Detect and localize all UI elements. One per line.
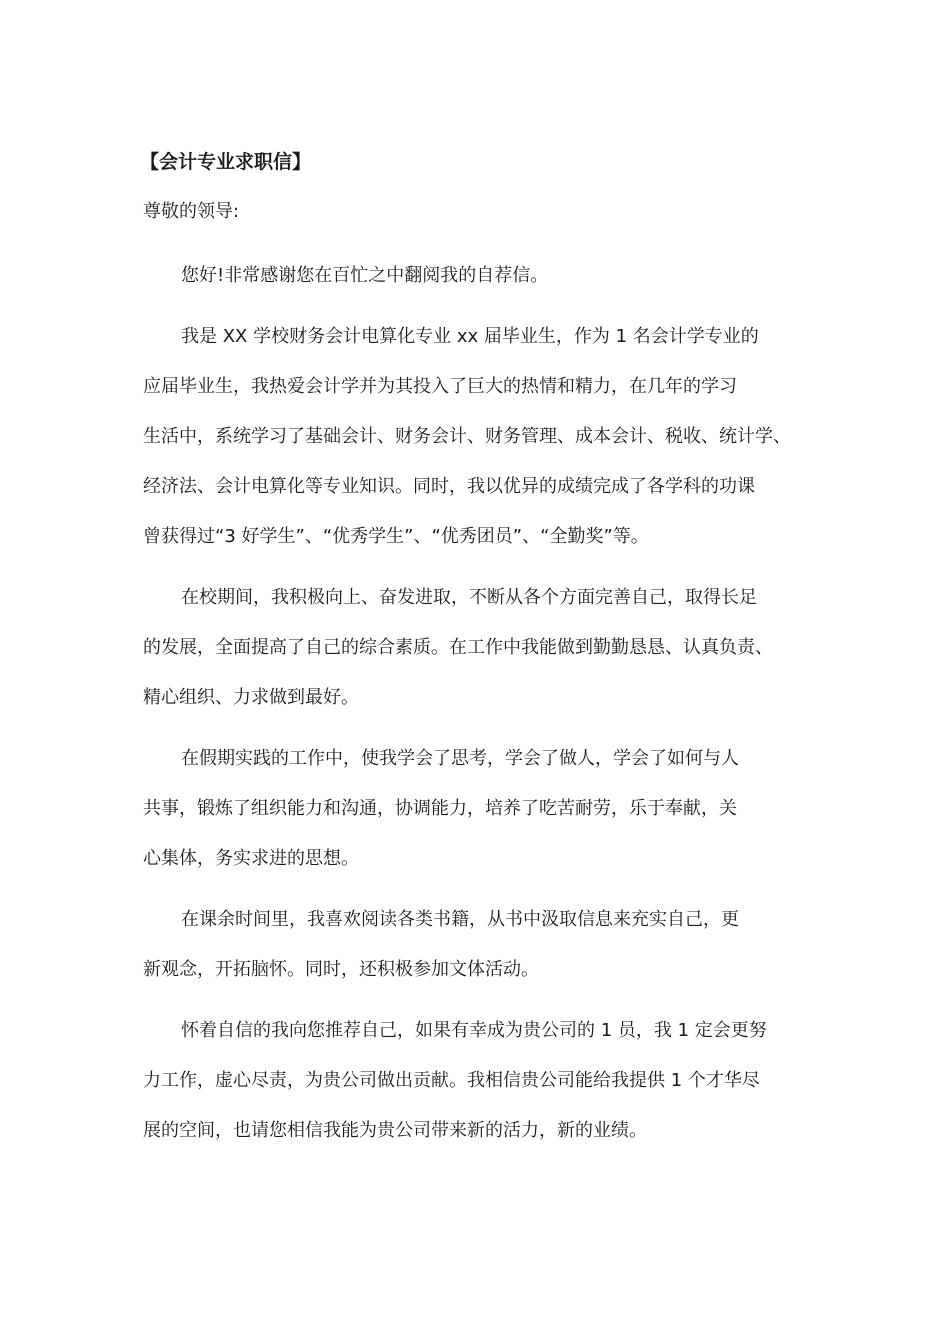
letter-page — [140, 140, 808, 1167]
paragraph-line: 怀着自信的我向您推荐自己，如果有幸成为贵公司的 1 员，我 1 定会更努 — [181, 1020, 767, 1041]
paragraph-greeting — [143, 251, 808, 301]
paragraph-line: 生活中，系统学习了基础会计、财务会计、财务管理、成本会计、税收、统计学、 — [143, 426, 791, 447]
paragraph-line: 在课余时间里，我喜欢阅读各类书籍，从书中汲取信息来充实自己，更 — [181, 909, 739, 930]
paragraph-line: 精心组织、力求做到最好。 — [143, 687, 359, 708]
paragraph-practice — [143, 734, 808, 884]
letter-title: 【会计专业求职信】 — [140, 151, 312, 173]
paragraph-education — [143, 312, 808, 562]
paragraph-line: 展的空间，也请您相信我能为贵公司带来新的活力，新的业绩。 — [143, 1120, 647, 1141]
paragraph-line: 我是 XX 学校财务会计电算化专业 xx 届毕业生，作为 1 名会计学专业的 — [181, 326, 759, 347]
paragraph-line: 经济法、会计电算化等专业知识。同时，我以优异的成绩完成了各学科的功课 — [143, 476, 755, 497]
paragraph-line: 力工作，虚心尽责，为贵公司做出贡献。我相信贵公司能给我提供 1 个才华尽 — [143, 1070, 760, 1091]
paragraph-line: 心集体，务实求进的思想。 — [143, 848, 359, 869]
paragraph-school-period — [143, 573, 808, 723]
paragraph-line: 在校期间，我积极向上、奋发进取，不断从各个方面完善自己，取得长足 — [181, 587, 757, 608]
paragraph-line: 在假期实践的工作中，使我学会了思考，学会了做人，学会了如何与人 — [181, 748, 739, 769]
paragraph-closing — [143, 1006, 808, 1156]
paragraph-line: 曾获得过“3 好学生”、“优秀学生”、“优秀团员”、“全勤奖”等。 — [143, 526, 649, 547]
paragraph-line: 应届毕业生，我热爱会计学并为其投入了巨大的热情和精力，在几年的学习 — [143, 376, 737, 397]
paragraph-line: 的发展，全面提高了自己的综合素质。在工作中我能做到勤勤恳恳、认真负责、 — [143, 637, 773, 658]
paragraph-line: 共事，锻炼了组织能力和沟通，协调能力，培养了吃苦耐劳，乐于奉献，关 — [143, 798, 737, 819]
paragraph-line: 您好!非常感谢您在百忙之中翻阅我的自荐信。 — [181, 265, 549, 286]
paragraph-line: 新观念，开拓脑怀。同时，还积极参加文体活动。 — [143, 959, 539, 980]
paragraph-spare-time — [143, 895, 808, 995]
salutation: 尊敬的领导: — [143, 201, 240, 222]
